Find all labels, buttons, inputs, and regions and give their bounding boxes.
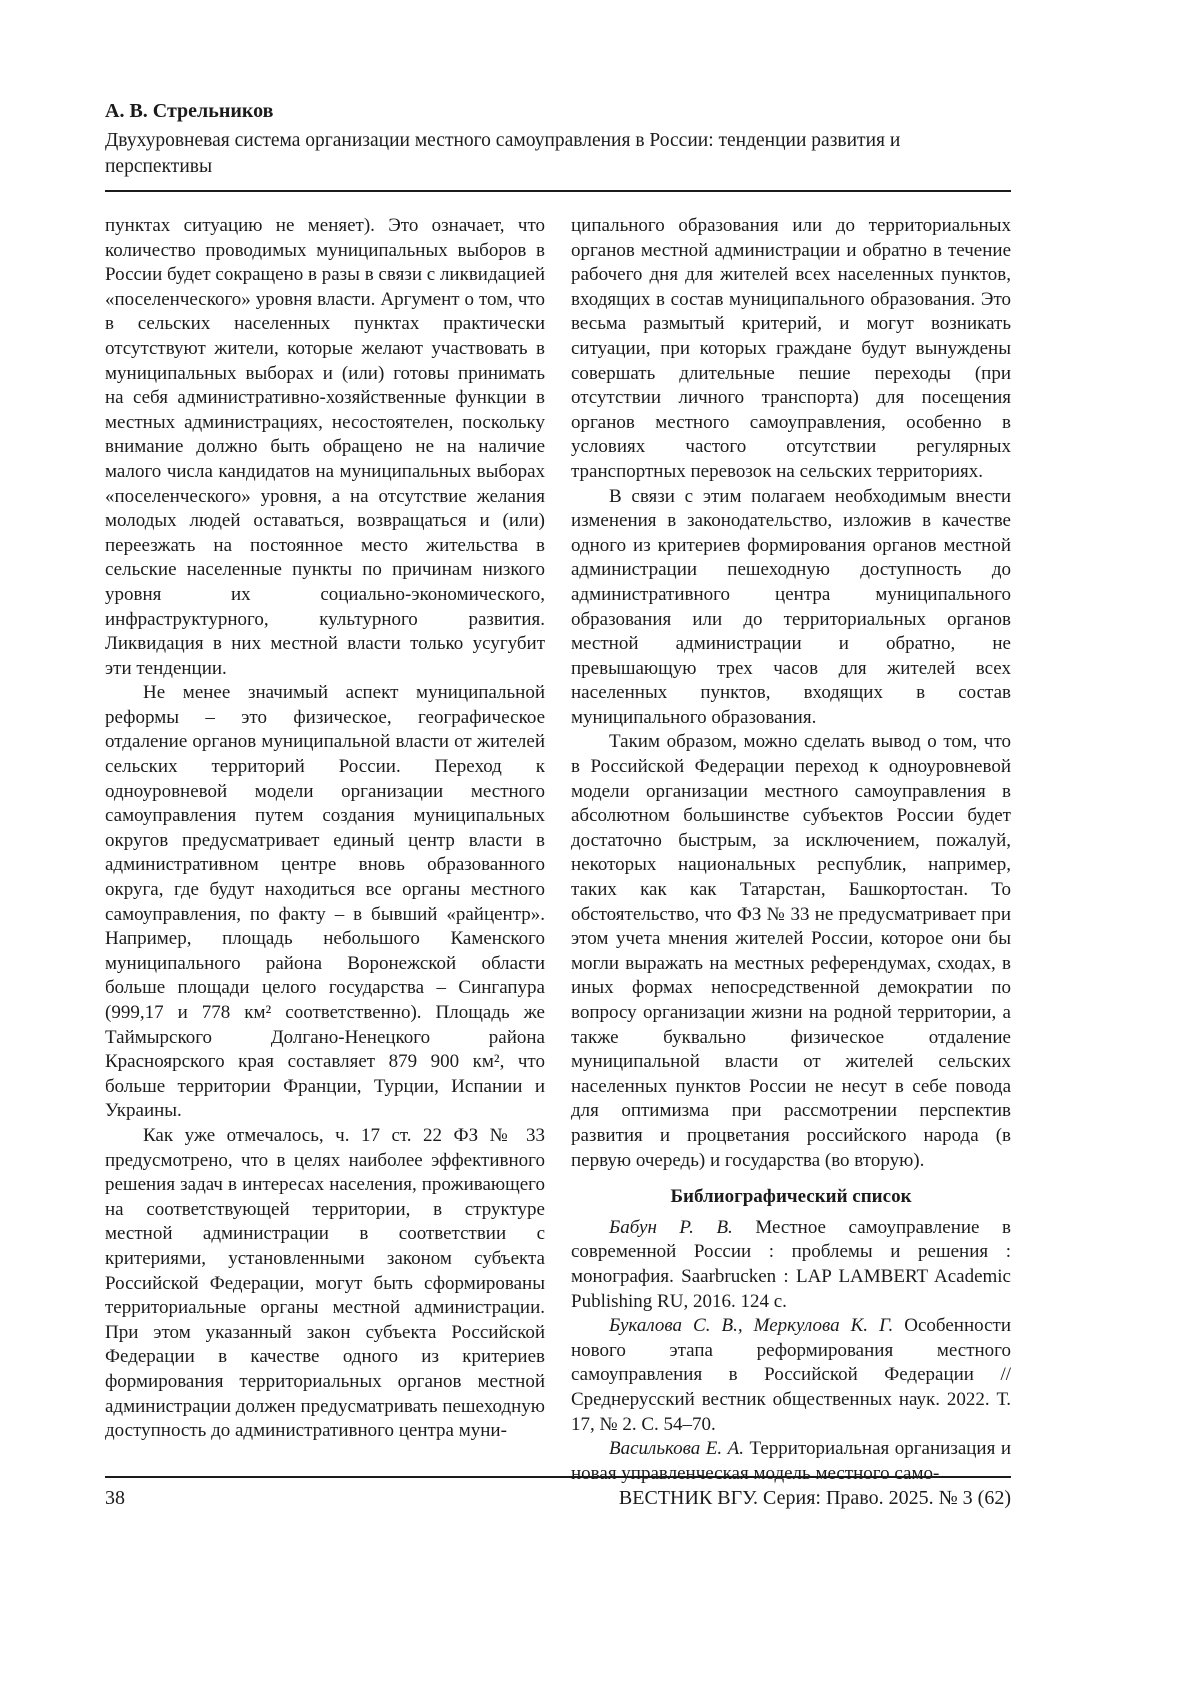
paragraph: пунктах ситуацию не меняет). Это означает, что количество проводимых муниципальных выборов в России будет сокращено в разы в связи с ликвидацией «поселенческого» уровня власти. Аргумент о том, что в сельских населенных пунктах практически отсутствуют жители, которые желают участвовать в муниципальных выборах и (или) готовы принимать на себя административно-хозяйственные функции в местных администрациях, несостоятелен, поскольку внимание должно быть обращено не на наличие малого числа кандидатов на муниципальных выборах «поселенческого» уровня, а на отсутствие желания молодых людей оставаться, возвращаться и (или) переезжать на постоянное место жительства в сельские населенные пункты по причинам низкого уровня их социально-экономического, инфраструктурного, культурного развития. Ликвидация в них местной власти только усугубит эти тенденции. bbox=[105, 215, 545, 679]
paragraph: ципального образования или до территориальных органов местной администрации и обратно в течение рабочего дня для жителей всех населенных пунктов, входящих в состав муниципального образования. Это весьма размытый критерий, и могут возникать ситуации, при которых граждане будут вынуждены совершать длительные пешие переходы (при отсутствии личного транспорта) для посещения органов местного самоуправления, особенно в условиях частого отсутствии регулярных транспортных перевозок на сельских территориях. bbox=[571, 215, 1011, 482]
bib-text: Особенности нового этапа реформирования местного самоуправления в Российской Федерации // Среднерусский вестник общественных наук. 2022. Т. 17, № 2. С. 54–70. bbox=[571, 1315, 1011, 1435]
text-columns bbox=[105, 214, 1011, 1486]
paragraph: Как уже отмечалось, ч. 17 ст. 22 ФЗ № 33 предусмотрено, что в целях наиболее эффективного решения задач в интересах населения, проживающего на соответствующей территории, в структуре местной администрации в соответствии с критериями, установленными законом субъекта Российской Федерации, могут быть сформированы территориальные органы местной администрации. При этом указанный закон субъекта Российской Федерации в качестве одного из критериев формирования территориальных органов местной администрации должен предусматривать пешеходную доступность до административного центра муни- bbox=[105, 1124, 545, 1442]
page-content bbox=[105, 98, 1011, 1486]
bib-authors: Бабун Р. В. bbox=[609, 1216, 733, 1238]
article-title: Двухуровневая система организации местного самоуправления в России: тенденции развития и перспективы bbox=[105, 130, 901, 177]
bib-authors: Василькова Е. А. bbox=[609, 1438, 744, 1460]
bib-text: Территориальная организация и новая управленческая модель местного само- bbox=[571, 1438, 1011, 1484]
paragraph: Не менее значимый аспект муниципальной реформы – это физическое, географическое отдаление органов муниципальной власти от жителей сельских территорий России. Переход к одноуровневой модели организации местного самоуправления путем создания муниципальных округов предусматривает единый центр власти в административном центре вновь образованного округа, где будут находиться все органы местного самоуправления, по факту – в бывший «райцентр». Например, площадь небольшого Каменского муниципального района Воронежской области больше площади целого государства – Сингапура (999,17 и 778 км² соответственно). Площадь же Таймырского Долгано-Ненецкого района Красноярского края составляет 879 900 км², что больше территории Франции, Турции, Испании и Украины. bbox=[105, 682, 545, 1122]
right-column bbox=[571, 214, 1011, 1486]
bibliography-entry bbox=[571, 1216, 1011, 1314]
paragraph: В связи с этим полагаем необходимым внести изменения в законодательство, изложив в качестве одного из критериев формирования органов местной администрации пешеходную доступность до административного центра муниципального образования или до территориальных органов местной администрации и обратно, не превышающую трех часов для жителей всех населенных пунктов, входящих в состав муниципального образования. bbox=[571, 485, 1011, 728]
author-name: А. В. Стрельников bbox=[105, 100, 274, 122]
bib-text: Местное самоуправление в современной России : проблемы и решения : монография. Saarbrucken : LAP LAMBERT Academic Publishing RU, 2016. 124 с. bbox=[571, 1216, 1011, 1312]
bibliography-entry bbox=[571, 1314, 1011, 1437]
bib-authors: Букалова С. В., Меркулова К. Г. bbox=[609, 1315, 894, 1337]
page-number: 38 bbox=[105, 1487, 125, 1509]
running-header bbox=[105, 98, 1011, 192]
page-footer bbox=[105, 1476, 1011, 1510]
journal-info: ВЕСТНИК ВГУ. Серия: Право. 2025. № 3 (62) bbox=[618, 1487, 1011, 1509]
bibliography-heading: Библиографический список bbox=[670, 1186, 912, 1208]
paragraph: Таким образом, можно сделать вывод о том, что в Российской Федерации переход к одноуровневой модели организации местного самоуправления в абсолютном большинстве субъектов России будет достаточно быстрым, за исключением, пожалуй, некоторых национальных республик, например, таких как как Татарстан, Башкортостан. То обстоятельство, что ФЗ № 33 не предусматривает при этом учета мнения жителей России, которое они бы могли выражать на местных референдумах, сходах, в иных формах непосредственной демократии по вопросу организации жизни на родной территории, а также буквально физическое отдаление муниципальной власти от жителей сельских населенных пунктов России не несут в себе повода для оптимизма при рассмотрении перспектив развития и процветания российского народа (в первую очередь) и государства (во вторую). bbox=[571, 731, 1011, 1171]
header-rule bbox=[105, 190, 1011, 192]
left-column bbox=[105, 214, 545, 1486]
